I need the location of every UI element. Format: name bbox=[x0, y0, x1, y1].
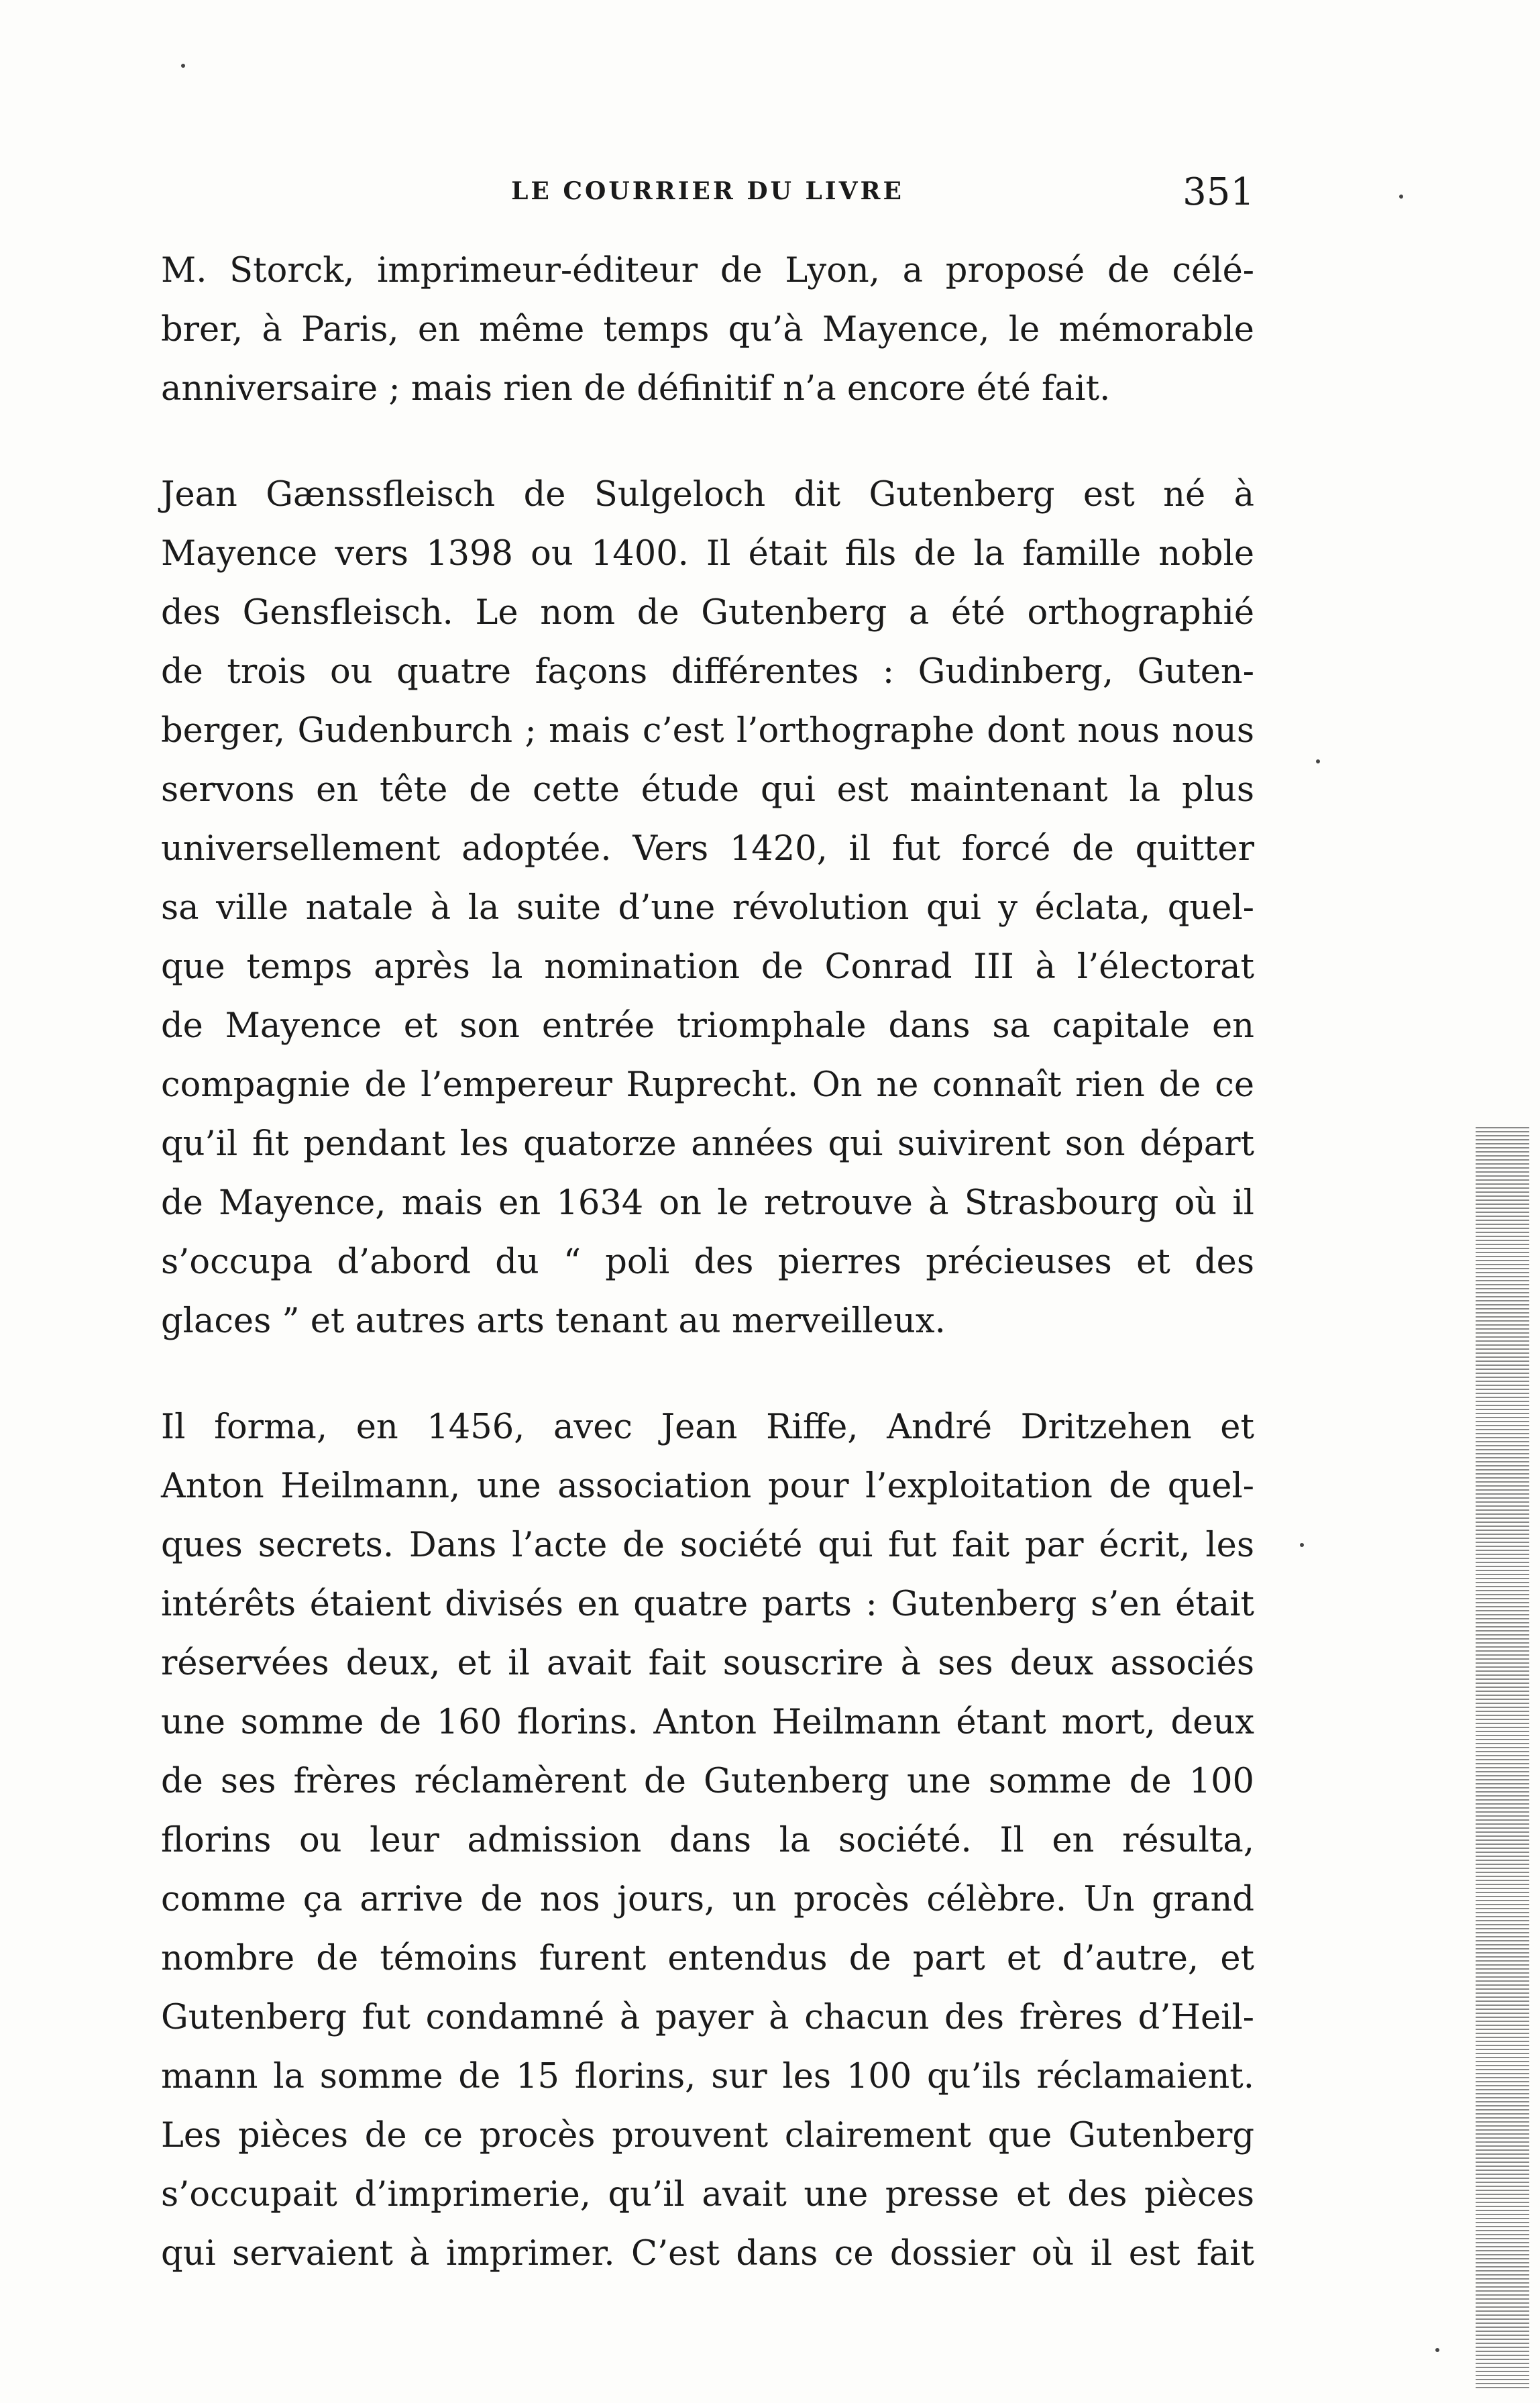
page-number: 351 bbox=[1182, 170, 1254, 214]
paragraph-gutenberg-origins bbox=[161, 466, 1254, 1351]
text-line: de ses frères réclamèrent de Gutenberg une somme de 100 bbox=[161, 1762, 1254, 1801]
text-line: Gutenberg fut condamné à payer à chacun des frères d’Heil- bbox=[161, 1998, 1254, 2037]
text-line: réservées deux, et il avait fait souscrire à ses deux associés bbox=[161, 1644, 1254, 1683]
text-line: de Mayence, mais en 1634 on le retrouve à Strasbourg où il bbox=[161, 1183, 1254, 1223]
text-line: florins ou leur admission dans la société. Il en résulta, bbox=[161, 1821, 1254, 1860]
body-text bbox=[161, 242, 1254, 2284]
scan-speck bbox=[1435, 2348, 1439, 2352]
running-title: LE COURRIER DU LIVRE bbox=[511, 177, 904, 205]
text-line: Les pièces de ce procès prouvent clairement que Gutenberg bbox=[161, 2116, 1254, 2155]
scan-speck bbox=[1300, 1543, 1304, 1547]
text-line: une somme de 160 florins. Anton Heilmann étant mort, deux bbox=[161, 1703, 1254, 1742]
text-line: s’occupait d’imprimerie, qu’il avait une presse et des pièces bbox=[161, 2175, 1254, 2214]
scan-binding-edge bbox=[1476, 1127, 1529, 2388]
text-line: Anton Heilmann, une association pour l’exploitation de quel- bbox=[161, 1466, 1254, 1506]
text-line: comme ça arrive de nos jours, un procès célèbre. Un grand bbox=[161, 1880, 1254, 1919]
text-line: sa ville natale à la suite d’une révolution qui y éclata, quel- bbox=[161, 888, 1254, 928]
text-line: qu’il fit pendant les quatorze années qui suivirent son départ bbox=[161, 1124, 1254, 1164]
text-line: Mayence vers 1398 ou 1400. Il était fils de la famille noble bbox=[161, 534, 1254, 574]
text-line: de Mayence et son entrée triomphale dans sa capitale en bbox=[161, 1006, 1254, 1046]
paragraph-association bbox=[161, 1398, 1254, 2284]
text-line: glaces ” et autres arts tenant au merveilleux. bbox=[161, 1301, 946, 1341]
text-line: mann la somme de 15 florins, sur les 100 qu’ils réclamaient. bbox=[161, 2057, 1254, 2096]
text-line: qui servaient à imprimer. C’est dans ce dossier où il est fait bbox=[161, 2234, 1254, 2274]
text-line: ques secrets. Dans l’acte de société qui fut fait par écrit, les bbox=[161, 1526, 1254, 1565]
scan-speck bbox=[1399, 195, 1403, 199]
text-line: de trois ou quatre façons différentes : Gudinberg, Guten- bbox=[161, 652, 1254, 692]
text-line: brer, à Paris, en même temps qu’à Mayence, le mémorable bbox=[161, 310, 1254, 350]
text-line: universellement adoptée. Vers 1420, il fut forcé de quitter bbox=[161, 829, 1254, 869]
text-line: servons en tête de cette étude qui est maintenant la plus bbox=[161, 770, 1254, 810]
text-line: nombre de témoins furent entendus de part et d’autre, et bbox=[161, 1939, 1254, 1978]
text-line: anniversaire ; mais rien de définitif n’a encore été fait. bbox=[161, 369, 1111, 409]
scan-speck bbox=[1316, 759, 1320, 763]
text-line: s’occupa d’abord du “ poli des pierres précieuses et des bbox=[161, 1242, 1254, 1282]
text-line: compagnie de l’empereur Ruprecht. On ne connaît rien de ce bbox=[161, 1065, 1254, 1105]
text-line: intérêts étaient divisés en quatre parts : Gutenberg s’en était bbox=[161, 1585, 1254, 1624]
text-line: Il forma, en 1456, avec Jean Riffe, André Dritzehen et bbox=[161, 1407, 1254, 1447]
scan-speck bbox=[181, 64, 185, 68]
text-line: M. Storck, imprimeur-éditeur de Lyon, a proposé de célé- bbox=[161, 251, 1254, 290]
text-line: des Gensfleisch. Le nom de Gutenberg a été orthographié bbox=[161, 593, 1254, 633]
text-line: que temps après la nomination de Conrad III à l’électorat bbox=[161, 947, 1254, 987]
text-line: berger, Gudenburch ; mais c’est l’orthographe dont nous nous bbox=[161, 711, 1254, 751]
text-line: Jean Gænssfleisch de Sulgeloch dit Gutenberg est né à bbox=[161, 475, 1254, 515]
paragraph-storck bbox=[161, 242, 1254, 419]
running-header bbox=[161, 170, 1254, 217]
